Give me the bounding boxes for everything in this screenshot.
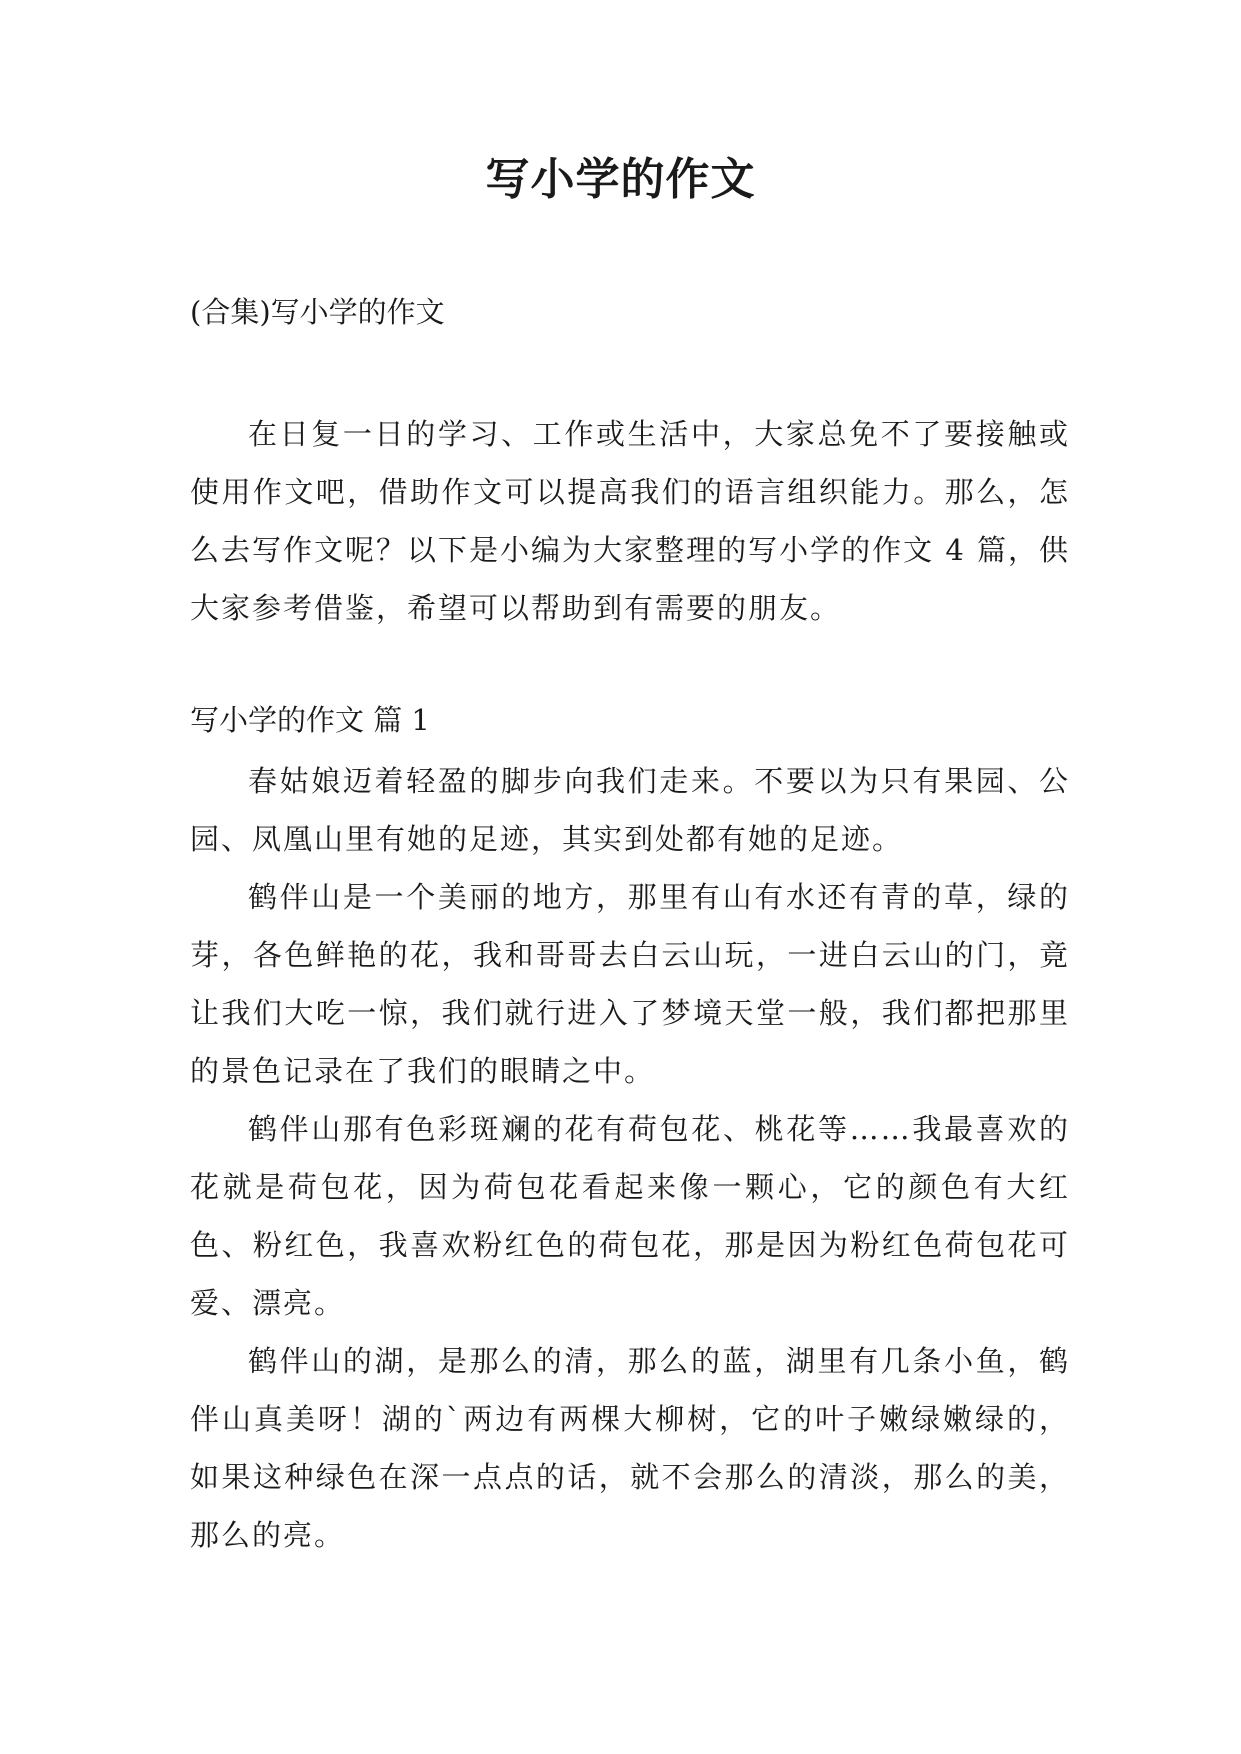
body-paragraph: 春姑娘迈着轻盈的脚步向我们走来。不要以为只有果园、公园、凤凰山里有她的足迹，其实到处都有她的足迹。 [190, 764, 1070, 856]
intro-paragraph: 在日复一日的学习、工作或生活中，大家总免不了要接触或使用作文吧，借助作文可以提高我们的语言组织能力。那么，怎么去写作文呢？以下是小编为大家整理的写小学的作文 4 篇，供大家参考借鉴，希望可以帮助到有需要的朋友。 [190, 417, 1070, 625]
essay-body [190, 752, 1070, 1564]
body-paragraph: 鹤伴山是一个美丽的地方，那里有山有水还有青的草，绿的芽，各色鲜艳的花，我和哥哥去白云山玩，一进白云山的门，竟让我们大吃一惊，我们就行进入了梦境天堂一般，我们都把那里的景色记录在了我们的眼睛之中。 [190, 880, 1070, 1088]
document-title: 写小学的作文 [485, 154, 756, 205]
body-paragraph: 鹤伴山那有色彩斑斓的花有荷包花、桃花等……我最喜欢的花就是荷包花，因为荷包花看起来像一颗心，它的颜色有大红色、粉红色，我喜欢粉红色的荷包花，那是因为粉红色荷包花可爱、漂亮。 [190, 1112, 1070, 1320]
intro-block [190, 405, 1070, 637]
body-paragraph: 鹤伴山的湖，是那么的清，那么的蓝，湖里有几条小鱼，鹤伴山真美呀！湖的`两边有两棵大柳树，它的叶子嫩绿嫩绿的，如果这种绿色在深一点点的话，就不会那么的清淡，那么的美，那么的亮。 [190, 1344, 1070, 1552]
document-subtitle: (合集)写小学的作文 [190, 295, 445, 329]
section-heading: 写小学的作文 篇 1 [190, 703, 430, 737]
